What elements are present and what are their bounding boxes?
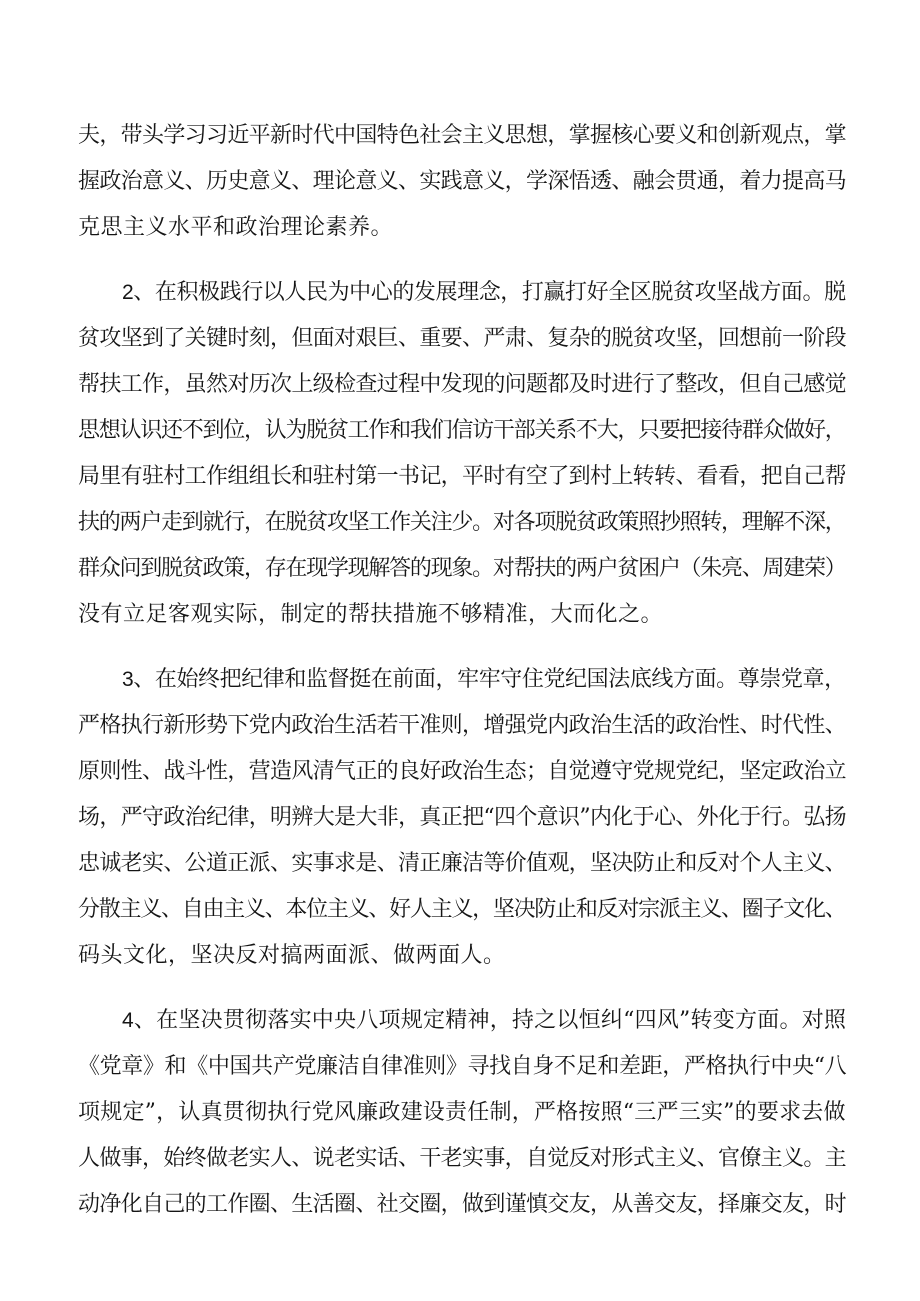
paragraph-2-line: 群众问到脱贫政策，存在现学现解答的现象。对帮扶的两户贫困户（朱亮、周建荣） — [78, 556, 846, 581]
paragraph-4-line — [122, 1005, 846, 1037]
paragraph-4-text: 、在坚决贯彻落实中央八项规定精神，持之以恒纠“四风”转变方面。对照 — [133, 1008, 847, 1033]
paragraph-1-line: 克思主义水平和政治理论素养。 — [78, 215, 394, 240]
paragraph-2-line: 帮扶工作，虽然对历次上级检查过程中发现的问题都及时进行了整改，但自己感觉 — [78, 372, 847, 397]
paragraph-3-line: 严格执行新形势下党内政治生活若干准则，增强党内政治生活的政治性、时代性、 — [78, 713, 847, 738]
paragraph-4-line: 动净化自己的工作圈、生活圈、社交圈，做到谨慎交友，从善交友，择廉交友，时 — [78, 1192, 847, 1217]
paragraph-2-line: 扶的两户走到就行，在脱贫攻坚工作关注少。对各项脱贫政策照抄照转，理解不深， — [78, 510, 846, 535]
paragraph-2-text: 、在积极践行以人民为中心的发展理念，打赢打好全区脱贫攻坚战方面。脱 — [133, 280, 846, 305]
paragraph-2-line: 没有立足客观实际，制定的帮扶措施不够精准，大而化之。 — [78, 602, 664, 627]
paragraph-2-line — [122, 277, 846, 309]
paragraph-3-line: 码头文化，坚决反对搞两面派、做两面人。 — [78, 943, 506, 968]
paragraph-3-line: 场，严守政治纪律，明辨大是大非，真正把“四个意识”内化于心、外化于行。弘扬 — [78, 805, 846, 830]
paragraph-4-line: 人做事，始终做老实人、说老实话、干老实事，自觉反对形式主义、官僚主义。主 — [78, 1146, 847, 1171]
paragraph-2-line: 思想认识还不到位，认为脱贫工作和我们信访干部关系不大，只要把接待群众做好， — [78, 418, 846, 443]
paragraph-2-number: 2 — [122, 281, 134, 304]
paragraph-3-line — [122, 664, 846, 696]
paragraph-4-line: 项规定”，认真贯彻执行党风廉政建设责任制，严格按照“三严三实”的要求去做 — [78, 1100, 846, 1125]
paragraph-4-line: 《党章》和《中国共产党廉洁自律准则》寻找自身不足和差距，严格执行中央“八 — [78, 1054, 847, 1079]
paragraph-4-number: 4 — [122, 1009, 134, 1032]
paragraph-2-line: 贫攻坚到了关键时刻，但面对艰巨、重要、严肃、复杂的脱贫攻坚，回想前一阶段 — [78, 326, 847, 351]
paragraph-3-line: 原则性、战斗性，营造风清气正的良好政治生态；自觉遵守党规党纪，坚定政治立 — [78, 759, 847, 784]
paragraph-2-line: 局里有驻村工作组组长和驻村第一书记，平时有空了到村上转转、看看，把自己帮 — [78, 464, 847, 489]
paragraph-3-text: 、在始终把纪律和监督挺在前面，牢牢守住党纪国法底线方面。尊崇党章， — [133, 667, 846, 692]
paragraph-1-line: 夫，带头学习习近平新时代中国特色社会主义思想，掌握核心要义和创新观点，掌 — [78, 123, 847, 148]
paragraph-3-number: 3 — [122, 668, 134, 691]
paragraph-3-line: 分散主义、自由主义、本位主义、好人主义，坚决防止和反对宗派主义、圈子文化、 — [78, 897, 846, 922]
paragraph-1-line: 握政治意义、历史意义、理论意义、实践意义，学深悟透、融会贯通，着力提高马 — [78, 169, 847, 194]
paragraph-3-line: 忠诚老实、公道正派、实事求是、清正廉洁等价值观，坚决防止和反对个人主义、 — [78, 851, 847, 876]
